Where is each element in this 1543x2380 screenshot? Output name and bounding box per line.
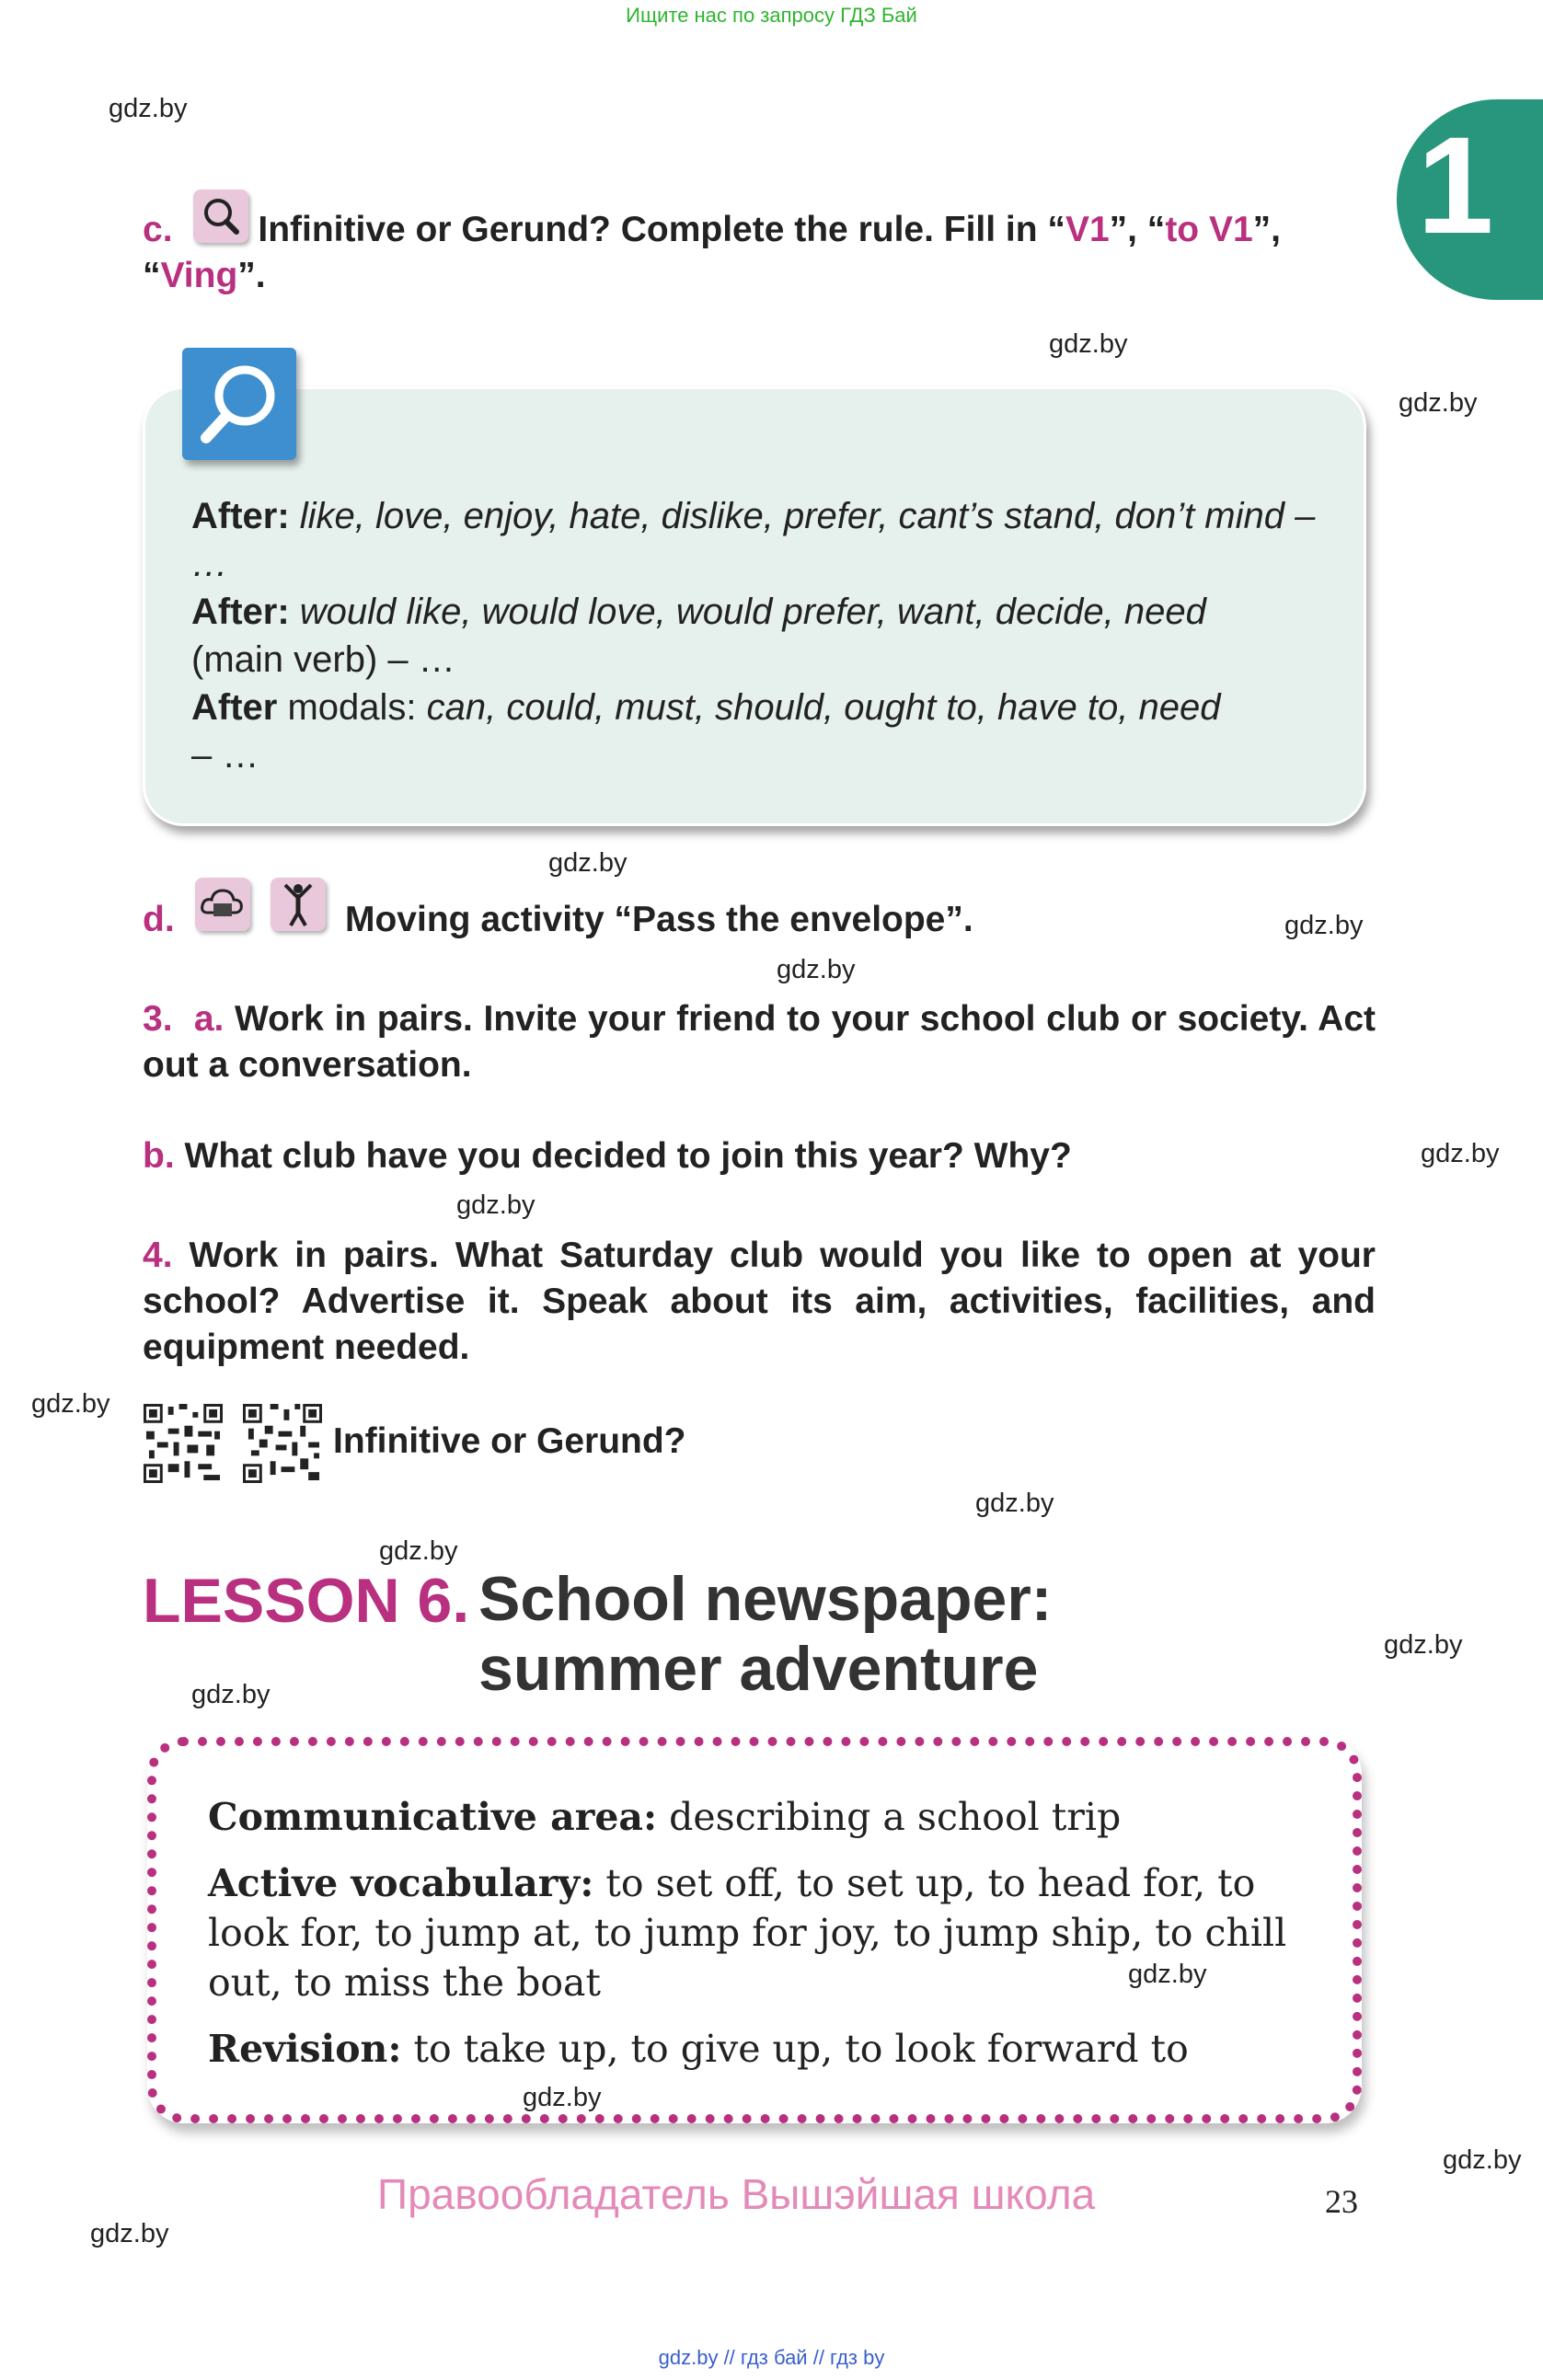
task-d xyxy=(143,897,175,943)
copyright: Правообладатель Вышэйшая школа xyxy=(377,2170,1096,2218)
watermark: gdz.by xyxy=(31,1389,110,1419)
watermark: gdz.by xyxy=(1128,1960,1207,1989)
to-v1-label: to V1 xyxy=(1165,210,1253,249)
task-4-text: Work in pairs. What Saturday club would you like to open at your school? Advertise it. Speak about its aim, activities, facilities, and equipment needed. xyxy=(143,1236,1376,1367)
task-number: 4. xyxy=(143,1236,173,1275)
watermark: gdz.by xyxy=(777,955,856,984)
watermark: gdz.by xyxy=(1421,1139,1500,1168)
rule-list: can, could, must, should, ought to, have to, need xyxy=(426,687,1221,728)
ving-label: Ving xyxy=(160,256,238,295)
bottom-banner[interactable]: gdz.by // гдз бай // гдз by xyxy=(658,2346,885,2369)
task-3b xyxy=(143,1133,1376,1179)
watermark: gdz.by xyxy=(1284,911,1364,940)
watermark: gdz.by xyxy=(1443,2145,1522,2175)
lesson-title xyxy=(478,1564,1052,1704)
unit-number: 1 xyxy=(1417,108,1494,262)
task-letter: a. xyxy=(193,999,225,1039)
qr-caption: Infinitive or Gerund? xyxy=(333,1421,686,1461)
objectives-text xyxy=(208,1792,1321,2090)
qr-code-icon[interactable] xyxy=(144,1404,223,1483)
lesson-title-line: summer adventure xyxy=(478,1634,1039,1704)
rule-tail: (main verb) – … xyxy=(191,639,455,680)
rule-label: After: xyxy=(191,496,290,536)
watermark: gdz.by xyxy=(523,2083,602,2112)
task-letter: b. xyxy=(143,1136,175,1176)
watermark: gdz.by xyxy=(975,1489,1054,1518)
watermark: gdz.by xyxy=(191,1680,271,1709)
task-c-sep: ”, “ xyxy=(1109,210,1166,249)
task-3a-text: Work in pairs. Invite your friend to your school club or society. Act out a conversation. xyxy=(143,999,1376,1085)
objective-label: Active vocabulary: xyxy=(208,1861,594,1905)
task-c-text: Infinitive or Gerund? Complete the rule. Fill in “ xyxy=(248,210,1065,249)
task-number: 3. xyxy=(143,999,173,1039)
objective-label: Communicative area: xyxy=(208,1795,658,1839)
person-moving-icon xyxy=(271,878,326,931)
rule-label: After xyxy=(191,687,278,728)
objective-label: Revision: xyxy=(208,2027,402,2071)
objective-text: describing a school trip xyxy=(657,1795,1122,1839)
rule-list: like, love, enjoy, hate, dislike, prefer, cant’s stand, don’t mind – … xyxy=(191,496,1316,584)
task-4 xyxy=(143,1233,1376,1371)
objective-text: to take up, to give up, to look forward to xyxy=(401,2027,1189,2071)
lesson-title-line: School newspaper: xyxy=(478,1564,1053,1634)
watermark: gdz.by xyxy=(379,1536,458,1566)
watermark: gdz.by xyxy=(1399,388,1478,418)
magnifier-icon xyxy=(182,348,296,460)
watermark: gdz.by xyxy=(1049,329,1128,359)
rule-plain: modals: xyxy=(277,687,427,728)
watermark: gdz.by xyxy=(1384,1630,1463,1660)
task-d-text: Moving activity “Pass the envelope”. xyxy=(345,900,973,939)
unit-tab xyxy=(1397,99,1543,300)
task-c-quote: ”. xyxy=(237,256,266,295)
rule-list: would like, would love, would prefer, want, decide, need xyxy=(289,592,1206,632)
watermark: gdz.by xyxy=(548,848,628,878)
cloud-envelope-icon xyxy=(195,878,250,931)
task-c xyxy=(143,207,1376,299)
rule-tail: – … xyxy=(191,735,259,776)
page-number: 23 xyxy=(1325,2183,1358,2220)
task-3a xyxy=(143,996,1376,1088)
objective-text: to set off, to set up, to head for, to look for, to jump at, to jump for joy, to jump ship, to chill out, to miss the boat xyxy=(208,1861,1287,2005)
task-3b-text: What club have you decided to join this year? Why? xyxy=(174,1136,1072,1176)
qr-code-icon[interactable] xyxy=(243,1404,322,1483)
task-c-sep: ”, xyxy=(1252,210,1282,249)
task-c-letter: c. xyxy=(143,210,173,249)
watermark: gdz.by xyxy=(90,2219,169,2248)
rule-text xyxy=(191,492,1318,779)
watermark: gdz.by xyxy=(456,1190,535,1220)
v1-label: V1 xyxy=(1065,210,1110,249)
rule-label: After: xyxy=(191,592,290,632)
top-banner[interactable]: Ищите нас по запросу ГДЗ Бай xyxy=(626,4,917,27)
task-d-letter: d. xyxy=(143,900,175,939)
lesson-label: LESSON 6. xyxy=(143,1566,470,1636)
watermark: gdz.by xyxy=(109,94,188,123)
task-c-quote: “ xyxy=(143,256,161,295)
